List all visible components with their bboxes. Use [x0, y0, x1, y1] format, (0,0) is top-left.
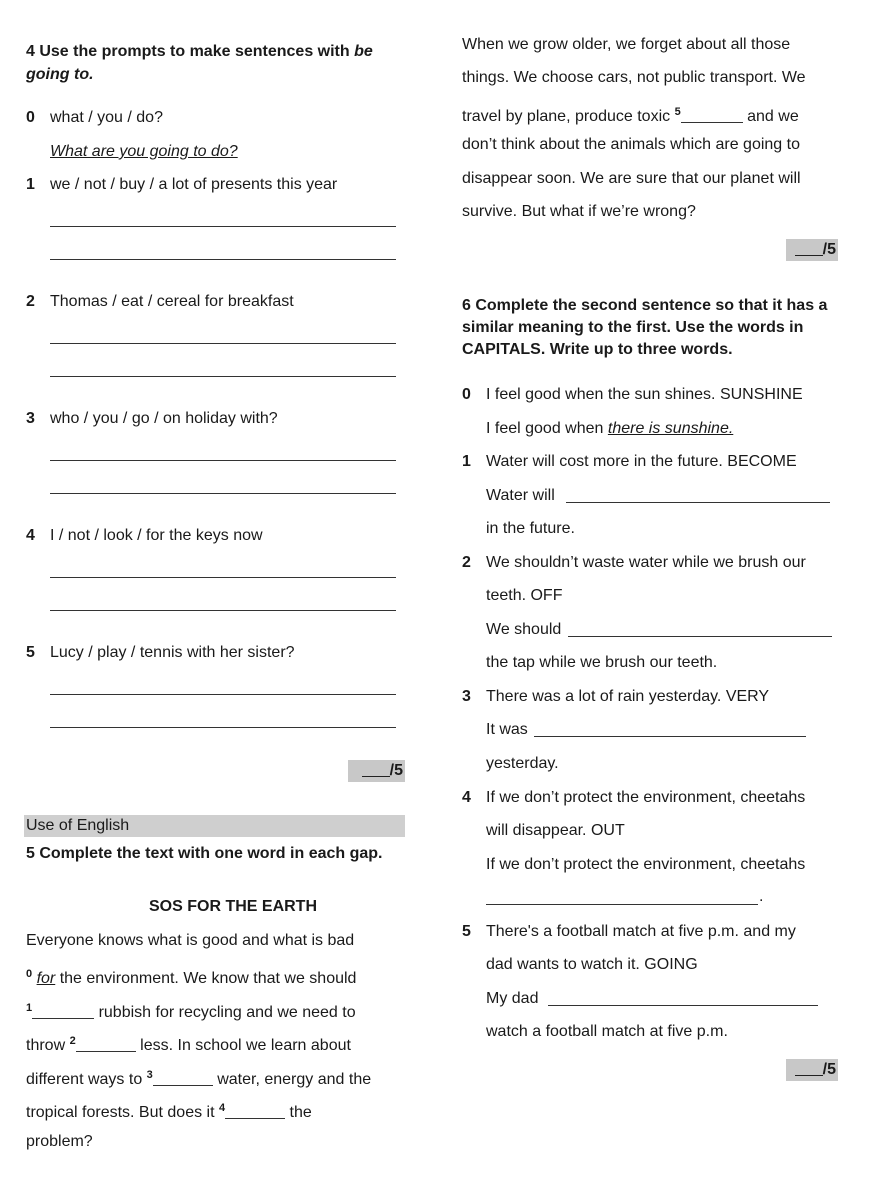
ex6-score-blank[interactable]: [795, 1059, 823, 1076]
ex5-text-right-line3: [462, 102, 799, 127]
ex6-item1-number: 1: [462, 453, 471, 470]
ex5-score-box[interactable]: [786, 239, 838, 261]
ex5-gap0-answer: for: [36, 970, 56, 987]
ex5-text-line1: Everyone knows what is good and what is bad: [26, 932, 355, 949]
ex5-gap2-number: 2: [69, 1035, 76, 1047]
ex4-item2-answer-line2[interactable]: [50, 376, 396, 377]
ex4-item0-number: 0: [26, 109, 35, 126]
ex6-item5-sentence: There's a football match at five p.m. and my: [486, 923, 796, 940]
ex5-title: 5 Complete the text with one word in each gap.: [26, 845, 383, 862]
ex5-gap4-number: 4: [218, 1102, 226, 1114]
ex4-title-text: 4 Use the prompts to make sentences with: [26, 43, 355, 60]
ex4-item5-answer-line2[interactable]: [50, 727, 396, 728]
ex6-item1-answer-line[interactable]: [566, 502, 830, 503]
ex6-title-line1: 6 Complete the second sentence so that it has a: [462, 297, 828, 314]
ex6-item4-sentence-cont: will disappear. OUT: [486, 822, 625, 839]
ex4-item3-answer-line2[interactable]: [50, 493, 396, 494]
ex6-item3-rewrite-start: It was: [486, 721, 528, 738]
ex6-item4-rewrite-end: .: [759, 888, 764, 905]
ex6-item5-rewrite-end: watch a football match at five p.m.: [486, 1023, 728, 1040]
ex6-item0-number: 0: [462, 386, 471, 403]
ex5-text-line2-rest: the environment. We know that we should: [55, 970, 357, 987]
ex4-item4-answer-line2[interactable]: [50, 610, 396, 611]
ex5-gap0-number: 0: [26, 968, 33, 980]
ex6-item0-rewrite-start: I feel good when: [486, 420, 608, 437]
ex6-item2-rewrite-start: We should: [486, 621, 562, 638]
ex4-item3-answer-line1[interactable]: [50, 460, 396, 461]
ex5-text-right-line4: don’t think about the animals which are going to: [462, 136, 800, 153]
ex5-text-right-line6: survive. But what if we’re wrong?: [462, 203, 696, 220]
ex4-item1-number: 1: [26, 176, 35, 193]
ex6-item3-sentence: There was a lot of rain yesterday. VERY: [486, 688, 770, 705]
ex5-text-right-line2: things. We choose cars, not public transport. We: [462, 69, 806, 86]
ex4-item3-number: 3: [26, 410, 35, 427]
use-of-english-label: Use of English: [26, 817, 130, 834]
ex5-text-line2: [26, 964, 356, 989]
ex5-text-right-line5: disappear soon. We are sure that our planet will: [462, 170, 801, 187]
ex6-item2-sentence-cont: teeth. OFF: [486, 587, 563, 604]
ex4-item1-answer-line2[interactable]: [50, 259, 396, 260]
ex5-score-blank[interactable]: [795, 239, 823, 256]
ex5-text-line4: [26, 1031, 351, 1056]
ex4-item2-answer-line1[interactable]: [50, 343, 396, 344]
ex6-item5-number: 5: [462, 923, 471, 940]
ex5-gap5-blank[interactable]: [681, 107, 743, 123]
ex6-title-line2: similar meaning to the first. Use the words in: [462, 319, 804, 336]
ex6-item2-rewrite-end: the tap while we brush our teeth.: [486, 654, 718, 671]
ex4-item0-answer: What are you going to do?: [50, 143, 238, 160]
ex6-item2-sentence: We shouldn’t waste water while we brush our: [486, 554, 806, 571]
ex5-gap1-blank[interactable]: [32, 1003, 94, 1019]
ex4-item0-prompt: what / you / do?: [50, 109, 163, 126]
ex4-item4-answer-line1[interactable]: [50, 577, 396, 578]
ex4-title-line2: going to.: [26, 66, 94, 83]
ex5-text-line5-start: different ways to: [26, 1071, 147, 1088]
ex6-item5-answer-line[interactable]: [548, 1005, 818, 1006]
ex6-item3-answer-line[interactable]: [534, 736, 806, 737]
ex6-item1-rewrite-end: in the future.: [486, 520, 575, 537]
ex5-text-line4-rest: less. In school we learn about: [135, 1037, 351, 1054]
ex5-text-right-line1: When we grow older, we forget about all those: [462, 36, 791, 53]
ex5-text-right-line3-rest: and we: [742, 108, 799, 125]
ex6-item3-rewrite-end: yesterday.: [486, 755, 559, 772]
ex4-title-line1: [26, 42, 373, 62]
ex6-score-box[interactable]: [786, 1059, 838, 1081]
ex4-item5-number: 5: [26, 644, 35, 661]
ex4-item5-prompt: Lucy / play / tennis with her sister?: [50, 644, 295, 661]
ex5-gap2-blank[interactable]: [76, 1036, 136, 1052]
ex5-text-line4-start: throw: [26, 1037, 70, 1054]
ex6-item0-sentence: I feel good when the sun shines. SUNSHINE: [486, 386, 803, 403]
ex5-text-line6: [26, 1098, 312, 1123]
ex6-item0-answer: there is sunshine.: [607, 420, 734, 437]
ex5-text-line6-start: tropical forests. But does it: [26, 1104, 219, 1121]
ex5-text-line3-rest: rubbish for recycling and we need to: [94, 1004, 356, 1021]
ex5-gap3-number: 3: [146, 1069, 153, 1081]
ex4-item2-number: 2: [26, 293, 35, 310]
ex5-text-line5: [26, 1065, 371, 1090]
ex6-item4-sentence: If we don’t protect the environment, cheetahs: [486, 789, 806, 806]
ex4-item2-prompt: Thomas / eat / cereal for breakfast: [50, 293, 294, 310]
ex6-item1-rewrite-start: Water will: [486, 487, 555, 504]
ex6-item5-sentence-cont: dad wants to watch it. GOING: [486, 956, 698, 973]
ex4-item5-answer-line1[interactable]: [50, 694, 396, 695]
ex4-item3-prompt: who / you / go / on holiday with?: [50, 410, 278, 427]
ex6-title-line3: CAPITALS. Write up to three words.: [462, 341, 733, 358]
ex5-text-line5-rest: water, energy and the: [212, 1071, 372, 1088]
ex4-score-blank[interactable]: [362, 760, 390, 777]
ex4-title-italic: be: [354, 43, 373, 60]
ex6-item4-answer-line[interactable]: [486, 904, 758, 905]
ex5-gap1-number: 1: [26, 1002, 33, 1014]
ex6-item0-rewrite: [486, 419, 733, 439]
ex5-text-right-line3-start: travel by plane, produce toxic: [462, 108, 675, 125]
ex6-item1-sentence: Water will cost more in the future. BECOME: [486, 453, 797, 470]
ex6-item4-number: 4: [462, 789, 471, 806]
ex6-item3-number: 3: [462, 688, 471, 705]
ex6-item2-number: 2: [462, 554, 471, 571]
ex4-score-box[interactable]: [348, 760, 405, 782]
ex6-score-total: /5: [822, 1061, 836, 1078]
ex4-item4-number: 4: [26, 527, 35, 544]
ex5-text-line3: [26, 998, 356, 1023]
ex5-text-line7: problem?: [26, 1133, 93, 1150]
ex6-item4-rewrite-start: If we don’t protect the environment, cheetahs: [486, 856, 806, 873]
ex5-gap5-number: 5: [674, 106, 681, 118]
ex5-gap3-blank[interactable]: [153, 1070, 213, 1086]
ex5-gap4-blank[interactable]: [225, 1103, 285, 1119]
ex4-item1-answer-line1[interactable]: [50, 226, 396, 227]
ex6-item2-answer-line[interactable]: [568, 636, 832, 637]
ex4-item1-prompt: we / not / buy / a lot of presents this year: [50, 176, 338, 193]
ex6-item5-rewrite-start: My dad: [486, 990, 539, 1007]
ex4-item4-prompt: I / not / look / for the keys now: [50, 527, 263, 544]
ex5-text-line6-rest: the: [285, 1104, 312, 1121]
ex5-text-heading: SOS FOR THE EARTH: [149, 898, 318, 915]
ex5-score-total: /5: [822, 241, 836, 258]
ex4-score-total: /5: [389, 762, 403, 779]
